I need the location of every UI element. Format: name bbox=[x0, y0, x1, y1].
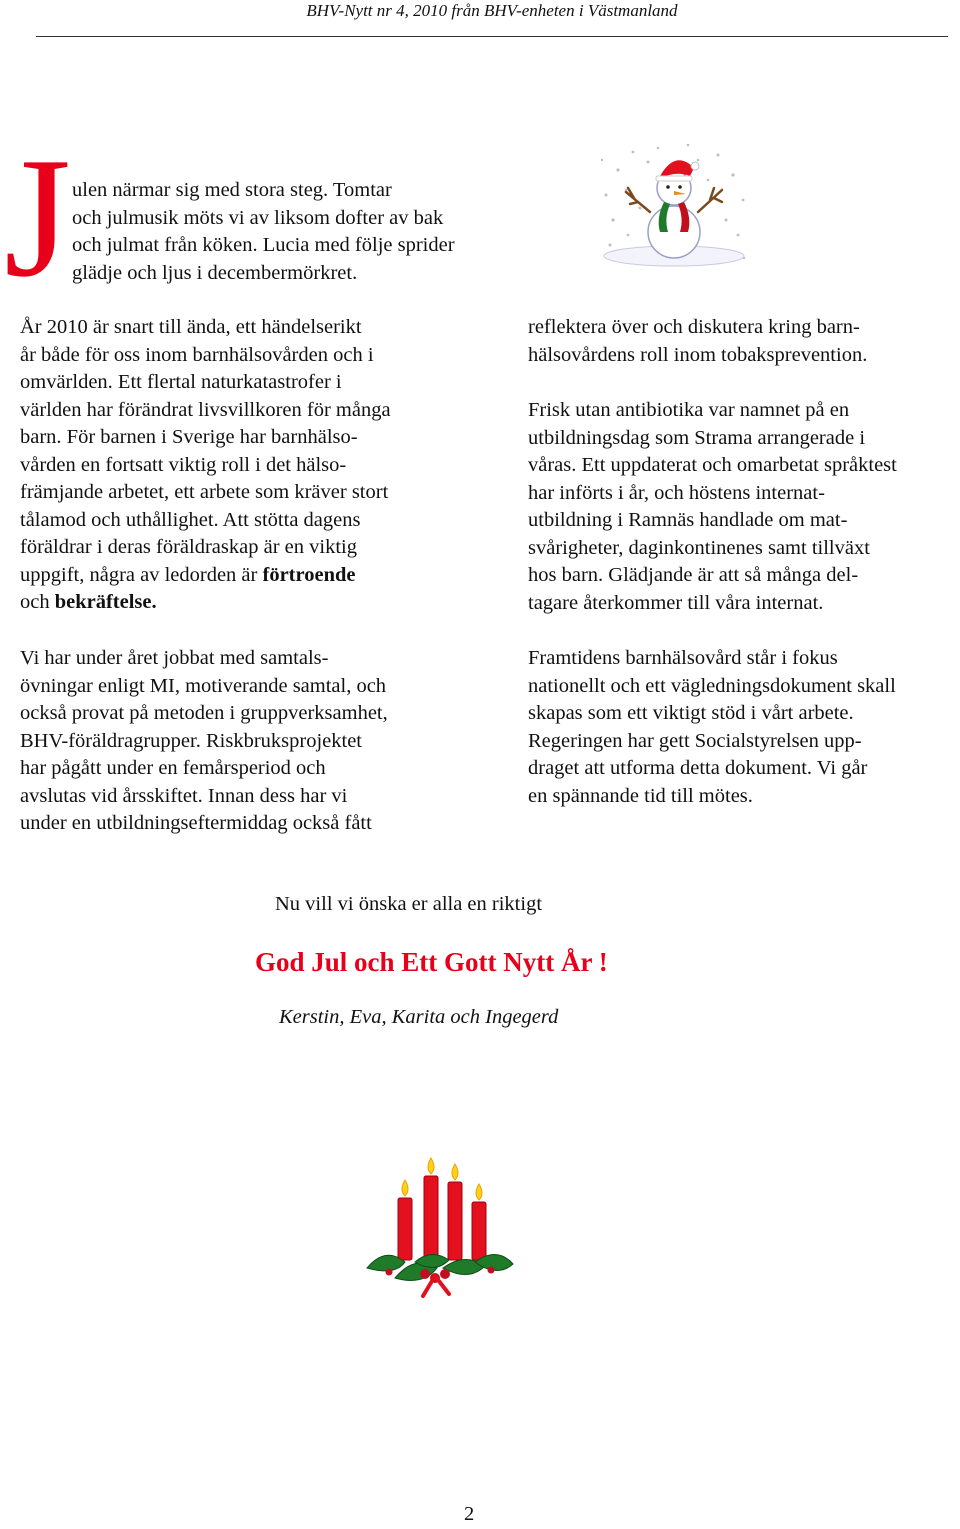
text-line: har införts i år, och höstens internat- bbox=[528, 481, 825, 504]
text-line: BHV-föräldragrupper. Riskbruksprojektet bbox=[20, 729, 362, 752]
left-paragraph-2 bbox=[20, 645, 388, 838]
intro-line: glädje och ljus i decembermörkret. bbox=[72, 261, 358, 284]
header-title: BHV-Nytt nr 4, 2010 från BHV-enheten i Västmanland bbox=[306, 1, 678, 20]
intro-line: ulen närmar sig med stora steg. Tomtar bbox=[72, 179, 392, 201]
right-paragraph-1 bbox=[528, 314, 867, 369]
bold-keyword-fortroende: förtroende bbox=[262, 563, 356, 586]
left-paragraph-1 bbox=[20, 314, 391, 617]
right-paragraph-2 bbox=[528, 397, 897, 617]
text-segment: uppgift, några av ledorden är bbox=[20, 563, 263, 586]
text-line: tålamod och uthållighet. Att stötta dagens bbox=[20, 508, 361, 531]
text-line: under en utbildningseftermiddag också fått bbox=[20, 812, 372, 834]
drop-cap: J bbox=[4, 123, 71, 313]
text-line: skapas som ett viktigt stöd i vårt arbete. bbox=[528, 702, 854, 724]
right-paragraph-3 bbox=[528, 645, 896, 810]
text-line: avslutas vid årsskiftet. Innan dess har vi bbox=[20, 784, 348, 807]
text-line: draget att utforma detta dokument. Vi går bbox=[528, 757, 868, 779]
text-line: Frisk utan antibiotika var namnet på en bbox=[528, 399, 850, 421]
text-line: Regeringen har gett Socialstyrelsen upp- bbox=[528, 729, 862, 752]
text-line bbox=[20, 562, 391, 590]
bold-keyword-bekraftelse: bekräftelse. bbox=[54, 591, 157, 613]
text-line: barn. För barnen i Sverige har barnhälso- bbox=[20, 426, 358, 448]
text-line: år både för oss inom barnhälsovården och i bbox=[20, 343, 374, 366]
advent-candles-illustration bbox=[365, 1150, 515, 1300]
text-line: reflektera över och diskutera kring barn- bbox=[528, 316, 860, 338]
text-line: omvärlden. Ett flertal naturkatastrofer i bbox=[20, 371, 342, 393]
christmas-wish: God Jul och Ett Gott Nytt År ! bbox=[255, 947, 608, 977]
text-line: världen har förändrat livsvillkoren för många bbox=[20, 398, 391, 421]
text-segment: och bbox=[20, 591, 55, 613]
signature: Kerstin, Eva, Karita och Ingegerd bbox=[279, 1006, 559, 1028]
text-line: tagare återkommer till våra internat. bbox=[528, 591, 824, 614]
page-header bbox=[36, 0, 948, 37]
text-line: föräldrar i deras föräldraskap är en viktig bbox=[20, 536, 357, 558]
page-number: 2 bbox=[464, 1503, 475, 1525]
text-line: en spännande tid till mötes. bbox=[528, 784, 753, 807]
text-line: våras. Ett uppdaterat och omarbetat språktest bbox=[528, 454, 897, 476]
text-line: också provat på metoden i gruppverksamhet, bbox=[20, 702, 388, 724]
text-line: främjande arbetet, ett arbete som kräver stort bbox=[20, 481, 389, 503]
text-line: hälsovårdens roll inom tobaksprevention. bbox=[528, 343, 868, 366]
text-line bbox=[20, 589, 391, 617]
text-line: utbildningsdag som Strama arrangerade i bbox=[528, 426, 866, 449]
intro-line: och julmat från köken. Lucia med följe sprider bbox=[72, 234, 455, 256]
intro-line: och julmusik möts vi av liksom dofter av bak bbox=[72, 206, 444, 229]
text-line: utbildning i Ramnäs handlade om mat- bbox=[528, 509, 848, 531]
snowman-illustration bbox=[598, 140, 750, 272]
text-line: svårigheter, daginkontinenes samt tillväxt bbox=[528, 536, 870, 559]
greeting-text: Nu vill vi önska er alla en riktigt bbox=[275, 893, 543, 915]
text-line: Vi har under året jobbat med samtals- bbox=[20, 647, 329, 669]
text-line: övningar enligt MI, motiverande samtal, och bbox=[20, 674, 387, 697]
text-line: Framtidens barnhälsovård står i fokus bbox=[528, 647, 838, 669]
text-line: hos barn. Glädjande är att så många del- bbox=[528, 564, 859, 586]
text-line: har pågått under en femårsperiod och bbox=[20, 757, 326, 779]
intro-paragraph bbox=[72, 177, 455, 287]
text-line: nationellt och ett vägledningsdokument skall bbox=[528, 674, 896, 697]
text-line: År 2010 är snart till ända, ett händelserikt bbox=[20, 316, 362, 338]
text-line: vården en fortsatt viktig roll i det hälso- bbox=[20, 453, 347, 476]
